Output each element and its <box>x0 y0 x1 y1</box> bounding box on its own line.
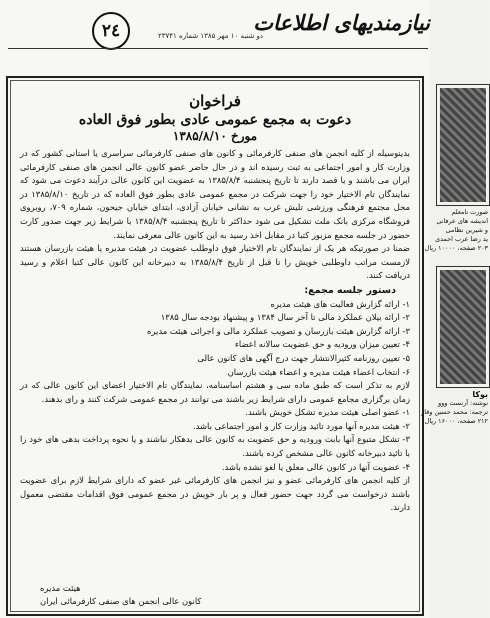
issue-info: دو شنبه ۱۰ مهر ۱۳۸۵ شماره ۲۳۷۴۱ <box>158 32 264 40</box>
notice-box <box>6 76 424 616</box>
conditions-list <box>20 406 410 474</box>
agenda-item: ۴- تعیین میزان ورودیه و حق عضویت سالانه اعضاء <box>234 339 410 350</box>
conditions-intro: لازم به تذکر است که طبق ماده سی و هشتم اساسنامه، نمایندگان تام الاختیار اعضای این کانون عالی که در زمان برگزاری مجامع عمومی دارای شرایط زیر باشند می توانند در مجمع عمومی شرکت کنند و رای بدهند. <box>20 380 410 404</box>
notice-title: فراخوان <box>189 92 241 110</box>
agenda-item: ۵- تعیین روزنامه کثیرالانتشار جهت درج آگهی های کانون عالی <box>197 352 410 363</box>
book-cover-image <box>436 84 490 206</box>
agenda-title: دستور جلسه مجمع: <box>304 284 396 296</box>
condition-item: ۳- تشکل متبوع آنها بابت ورودیه و حق عضویت به کانون عالی بدهکار نباشند و یا نحوه پرداخت بدهی های خود را با تائید دبیرخانه کانون عالی مشخص کرده باشند. <box>20 434 410 459</box>
notice-subtitle: دعوت به مجمع عمومی عادی بطور فوق العاده <box>78 112 352 128</box>
condition-item: ۲- هیئت مدیره آنها مورد تائید وزارت کار و امور اجتماعی باشد. <box>192 420 410 431</box>
notice-body <box>14 147 416 515</box>
notice-paragraph: بدینوسیله از کلیه انجمن های صنفی کارفرمائی و کانون های صنفی کارفرمائی سراسری یا استانی کشور که در وزارت کار و امور اجتماعی به ثبت رسیده اند و در حال حاضر عضو کانون عالی انجمن های صنفی کارفرمائی ایران می باشند و یا قصد دارند تا تاریخ پنجشنبه ۱۳۸۵/۸/۴ به عضویت این کانون عالی درآیند دعوت می شود که نمایندگان تام الاختیار خود را جهت شرکت در مجمع عمومی عادی بطور فوق العاده که در تاریخ ۱۳۸۵/۸/۱۰ در محل مجتمع فرهنگی ورزشی تلیش غرب به نشانی خیابان آزادی، ابتدای خیابان جیحون، شماره ۷۰۹، روبروی فروشگاه مرکزی بانک ملت تشکیل می شود حداکثر تا تاریخ پنجشنبه ۱۳۸۵/۸/۴ با شرایط زیر جهت صدور کارت حضور در جلسه مجمع مزبور کتبا در مقابل اخذ رسید به این کانون عالی معرفی نمایند. <box>20 148 410 240</box>
condition-item: ۴- عضویت آنها در کانون عالی معلق یا لغو نشده باشد. <box>221 461 410 472</box>
notice-date: مورخ ۱۳۸۵/۸/۱۰ <box>172 129 258 143</box>
book1-info: صورت نامعلم اندیشه های عرفانی و شیرین نظامی ید رضا عرب احمدی ۲۰۳ صفحه، ۱۰۰۰۰ ریال <box>424 208 488 252</box>
agenda-item: ۳- ارائه گزارش هیئت بازرسان و تصویب عملکرد مالی و اجرائی هیئت مدیره <box>147 325 410 336</box>
masthead <box>60 6 430 46</box>
agenda-item: ۱- ارائه گزارش فعالیت های هیئت مدیره <box>270 298 410 309</box>
closing-paragraph: از کلیه انجمن های کارفرمائی عضو و نیز انجمن های کارفرمائی غیر عضو که دارای شرایط لازم برای عضویت باشند درخواست می گردد جهت حضور فعال و پر بار خویش در مجمع عمومی فوق اقدامات مقتضی معمول دارند. <box>20 475 410 513</box>
agenda-item: ۶- انتخاب اعضاء هیئت مدیره و اعضاء هیئت بازرسان <box>227 366 410 377</box>
signature-org: کانون عالی انجمن های صنفی کارفرمائی ایران <box>40 596 202 606</box>
signature-board: هیئت مدیره <box>40 583 81 593</box>
brand-title: نیازمندیهای اطلاعات <box>253 10 430 35</box>
book2-info: بوکا نوشته: آرنست ووو ترجمه: محمد حسین وقار ۲۱۲ صفحه، ۱۶۰۰۰ ریال <box>421 390 488 425</box>
book-cover-image <box>436 266 490 388</box>
agenda-item: ۲- ارائه بیلان عملکرد مالی تا آخر سال ۱۳۸۴ و پیشنهاد بودجه سال ۱۳۸۵ <box>160 312 410 323</box>
issue-number-badge: ٢٤ <box>92 12 130 50</box>
condition-item: ۱- عضو اصلی هیئت مدیره تشکل خویش باشند. <box>245 407 410 418</box>
notice-paragraph: ضمنا در صورتیکه هر یک از نمایندگان تام الاختیار فوق داوطلب عضویت در هیئت مدیره یا هیئت بازرسان هستند لازمست مراتب داوطلبی خویش را تا قبل از تاریخ ۱۳۸۵/۸/۴ به دبیرخانه این کانون عالی کتبا اعلام و رسید دریافت کنند. <box>20 243 410 281</box>
signature-block <box>40 582 201 608</box>
agenda-list <box>20 298 410 380</box>
masthead-divider <box>8 48 428 49</box>
sidebar-book-ads <box>421 50 488 610</box>
